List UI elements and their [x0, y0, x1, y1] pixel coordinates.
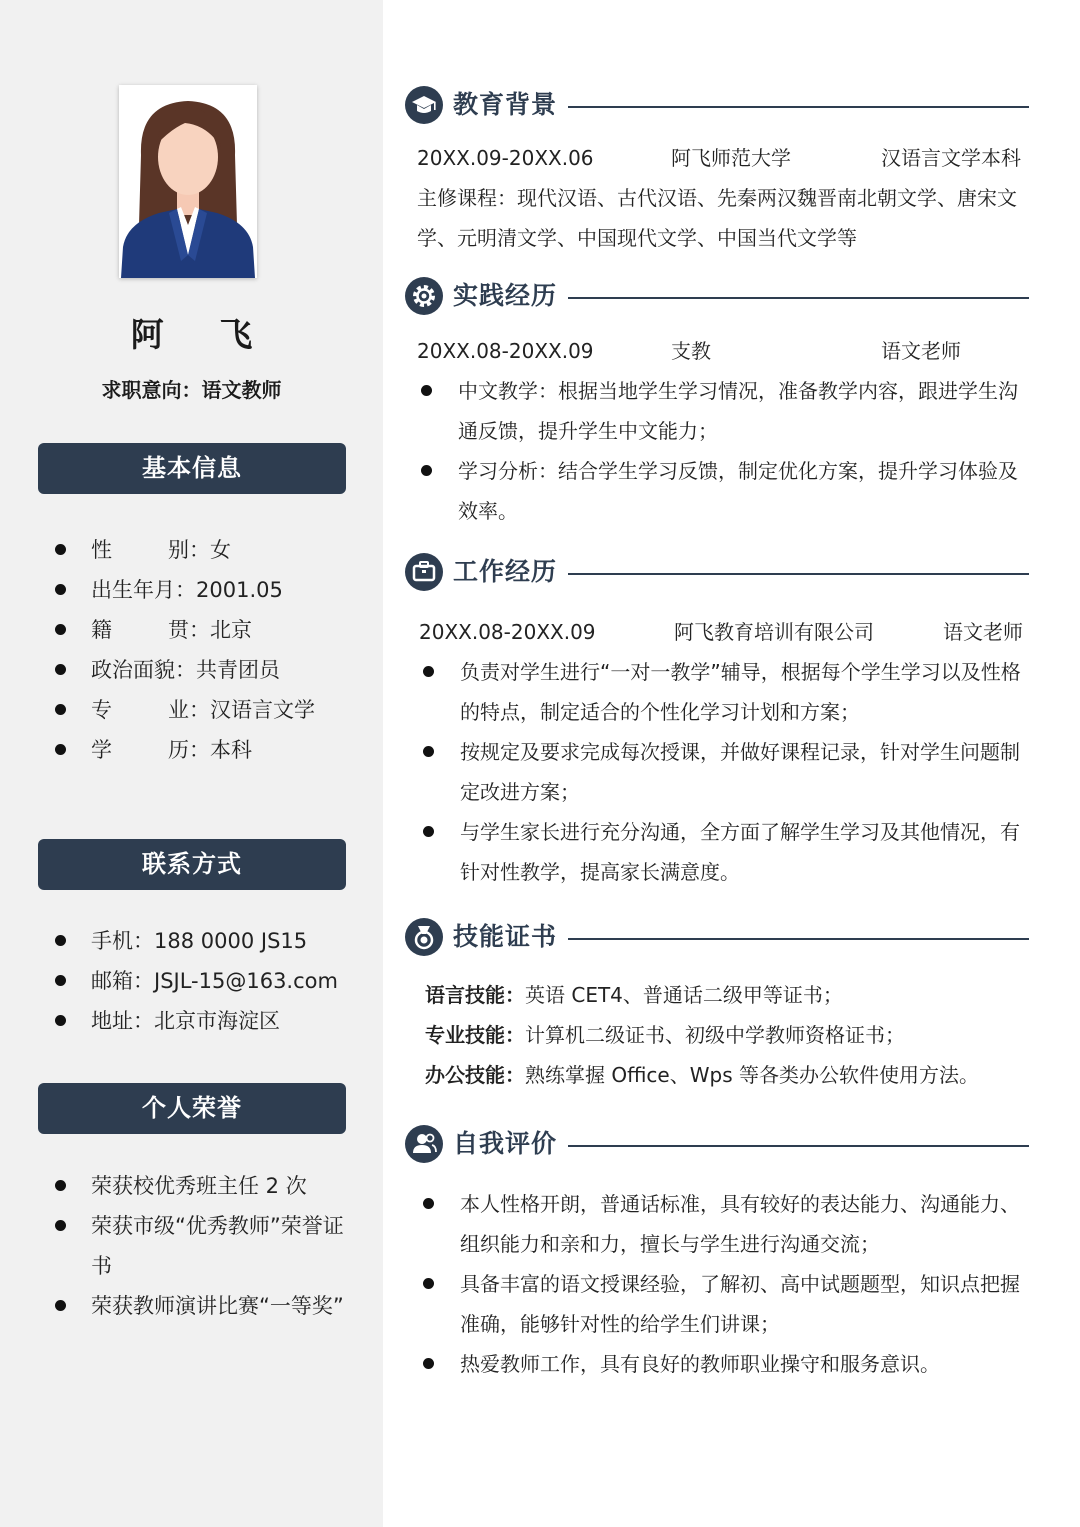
skill-value: 英语 CET4、普通话二级甲等证书；: [525, 983, 843, 1007]
info-value: ：北京: [189, 618, 252, 642]
work-role: 语文老师: [943, 620, 1023, 644]
user-group-icon: [405, 1125, 443, 1163]
education-section-header: [405, 86, 1035, 126]
info-label: 性: [91, 538, 112, 562]
education-period: 20XX.09-20XX.06: [417, 146, 594, 170]
contact-email: 邮箱：JSJL-15@163.com: [0, 961, 383, 1001]
list-item: 荣获教师演讲比赛“一等奖”: [0, 1286, 383, 1326]
list-item: 荣获校优秀班主任 2 次: [0, 1166, 383, 1206]
skill-label: 语言技能：: [425, 983, 525, 1007]
list-item: 荣获市级“优秀教师”荣誉证书: [0, 1206, 383, 1286]
education-major: 汉语言文学本科: [881, 146, 1021, 170]
skill-value: 熟练掌握 Office、Wps 等各类办公软件使用方法。: [525, 1063, 979, 1087]
divider: [568, 938, 1029, 940]
graduation-cap-icon: [405, 86, 443, 124]
list-item: 学习分析：结合学生学习反馈，制定优化方案，提升学习体验及效率。: [418, 451, 1026, 531]
info-value: ：汉语言文学: [189, 698, 315, 722]
divider: [568, 1145, 1029, 1147]
info-label: 业: [168, 698, 189, 722]
list-item: [0, 650, 383, 690]
contact-header: 联系方式: [38, 839, 346, 890]
practice-section-header: [405, 277, 1035, 317]
skills-title: 技能证书: [453, 922, 558, 951]
self-eval-title: 自我评价: [453, 1129, 558, 1158]
education-title: 教育背景: [453, 90, 558, 119]
list-item: 按规定及要求完成每次授课，并做好课程记录，针对学生问题制定改进方案；: [420, 732, 1028, 812]
info-label: 贯: [168, 618, 189, 642]
job-intention-value: 语文教师: [201, 378, 282, 402]
gear-icon: [405, 277, 443, 315]
job-intention-label: 求职意向：: [101, 378, 202, 402]
skill-label: 办公技能：: [425, 1063, 525, 1087]
divider: [568, 106, 1029, 108]
list-item: 热爱教师工作，具有良好的教师职业操守和服务意识。: [420, 1344, 1028, 1384]
basic-info-header: 基本信息: [38, 443, 346, 494]
practice-period: 20XX.08-20XX.09: [417, 339, 594, 363]
practice-list: [418, 371, 1026, 531]
list-item: [0, 730, 383, 770]
divider: [568, 573, 1029, 575]
skill-label: 专业技能：: [425, 1023, 525, 1047]
list-item: [0, 690, 383, 730]
self-eval-list: [420, 1184, 1028, 1384]
info-label: 出生年月: [91, 578, 175, 602]
profile-photo: [119, 85, 257, 278]
education-school: 阿飞师范大学: [671, 146, 791, 170]
list-item: 具备丰富的语文授课经验，了解初、高中试题题型，知识点把握准确，能够针对性的给学生们讲课；: [420, 1264, 1028, 1344]
info-label: 历: [168, 738, 189, 762]
avatar-illustration: [119, 85, 257, 278]
info-value: ：共青团员: [175, 658, 280, 682]
list-item: [0, 570, 383, 610]
contact-address: 地址：北京市海淀区: [0, 1001, 383, 1041]
list-item: 本人性格开朗，普通话标准，具有较好的表达能力、沟通能力、组织能力和亲和力，擅长与学生进行沟通交流；: [420, 1184, 1028, 1264]
info-label: 学: [91, 738, 112, 762]
sidebar: [0, 0, 383, 1527]
work-title: 工作经历: [453, 557, 558, 586]
contact-phone: 手机：188 0000 JS15: [0, 921, 383, 961]
basic-info-list: [0, 530, 383, 770]
divider: [568, 297, 1029, 299]
skill-row: [425, 1055, 979, 1095]
medal-icon: [405, 918, 443, 956]
work-period: 20XX.08-20XX.09: [419, 620, 596, 644]
info-label: 政治面貌: [91, 658, 175, 682]
skill-row: [425, 975, 843, 1015]
candidate-name: 阿 飞: [130, 315, 275, 354]
info-label: 别: [168, 538, 189, 562]
list-item: [0, 530, 383, 570]
work-section-header: [405, 553, 1035, 593]
job-intention: [0, 374, 383, 403]
info-value: ：本科: [189, 738, 252, 762]
practice-role: 语文老师: [881, 339, 961, 363]
info-value: ：2001.05: [175, 578, 283, 602]
work-company: 阿飞教育培训有限公司: [674, 620, 874, 644]
education-courses: 主修课程：现代汉语、古代汉语、先秦两汉魏晋南北朝文学、唐宋文学、元明清文学、中国现代文学、中国当代文学等: [417, 186, 1017, 250]
work-list: [420, 652, 1028, 892]
briefcase-icon: [405, 553, 443, 591]
honors-header: 个人荣誉: [38, 1083, 346, 1134]
contact-list: [0, 921, 383, 1041]
list-item: 负责对学生进行“一对一教学”辅导，根据每个学生学习以及性格的特点，制定适合的个性化学习计划和方案；: [420, 652, 1028, 732]
practice-org: 支教: [671, 339, 711, 363]
list-item: 与学生家长进行充分沟通，全方面了解学生学习及其他情况，有针对性教学，提高家长满意度。: [420, 812, 1028, 892]
practice-title: 实践经历: [453, 281, 558, 310]
list-item: [0, 610, 383, 650]
info-label: 籍: [91, 618, 112, 642]
self-eval-section-header: [405, 1125, 1035, 1165]
info-label: 专: [91, 698, 112, 722]
honors-list: [0, 1166, 383, 1326]
skill-value: 计算机二级证书、初级中学教师资格证书；: [525, 1023, 905, 1047]
info-value: ：女: [189, 538, 231, 562]
list-item: 中文教学：根据当地学生学习情况，准备教学内容，跟进学生沟通反馈，提升学生中文能力；: [418, 371, 1026, 451]
skill-row: [425, 1015, 905, 1055]
skills-section-header: [405, 918, 1035, 958]
